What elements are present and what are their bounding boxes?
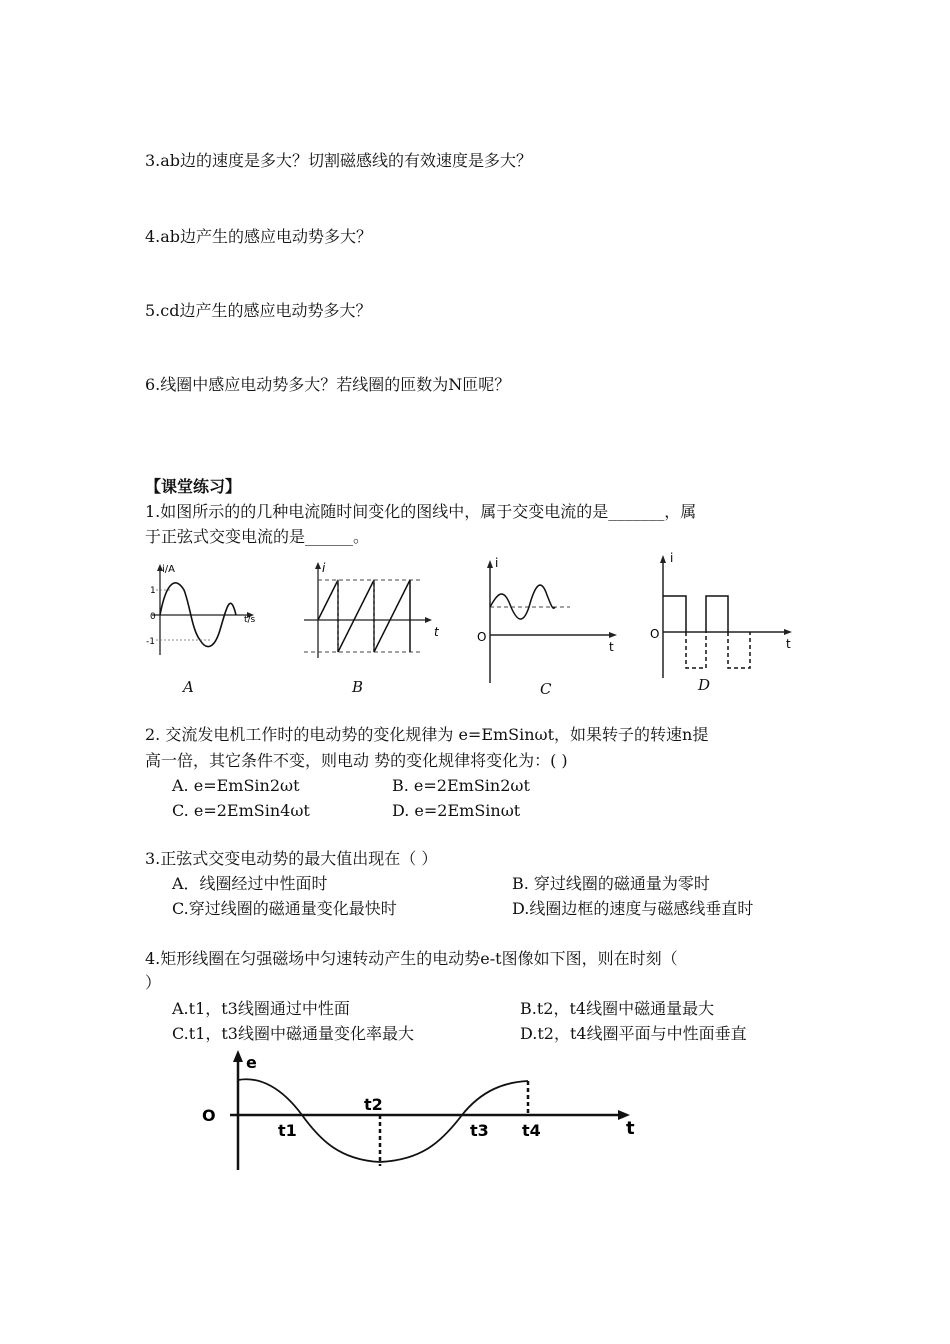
q2-option-d: D. e=2EmSinωt	[392, 801, 521, 820]
fig-d-origin: O	[650, 627, 660, 641]
q4-graph-t4: t4	[522, 1121, 541, 1140]
q4-option-c: C.t1，t3线圈中磁通量变化率最大	[172, 1024, 414, 1043]
fig-a-tick-1: 1	[150, 586, 156, 596]
practice-q2-line1: 2. 交流发电机工作时的电动势的变化规律为 e=EmSinωt，如果转子的转速n提	[145, 725, 709, 744]
q2-option-b: B. e=2EmSin2ωt	[392, 776, 530, 795]
fig-d-x-label: t	[786, 637, 791, 651]
fig-a-x-label: t/s	[244, 615, 256, 625]
figure-b-sawtooth-graph	[300, 558, 450, 663]
practice-heading: 【课堂练习】	[145, 477, 242, 496]
question-5: 5.cd边产生的感应电动势多大？	[145, 301, 372, 320]
q4-graph-y-label: e	[246, 1053, 257, 1072]
q4-graph-origin: O	[202, 1106, 216, 1125]
practice-q2-line2: 高一倍，其它条件不变，则电动 势的变化规律将变化为：( )	[145, 751, 568, 770]
fig-c-y-label: i	[495, 556, 499, 570]
q4-option-b: B.t2，t4线圈中磁通量最大	[520, 999, 715, 1018]
fig-a-tick-m1: -1	[146, 637, 155, 647]
fig-d-caption: D	[698, 676, 711, 694]
practice-q4-line1: 4.矩形线圈在匀强磁场中匀速转动产生的电动势e-t图像如下图，则在时刻（	[145, 949, 678, 968]
q4-option-d: D.t2，t4线圈平面与中性面垂直	[520, 1024, 747, 1043]
q4-graph-x-label: t	[626, 1118, 635, 1139]
q2-option-a: A. e=EmSin2ωt	[172, 776, 300, 795]
fig-b-y-label: i	[322, 561, 326, 575]
practice-q1-line2: 于正弦式交变电流的是______。	[145, 527, 370, 546]
figure-a-sine-graph	[140, 560, 270, 660]
q4-graph-t1: t1	[278, 1121, 297, 1140]
fig-b-caption: B	[352, 678, 364, 696]
fig-a-y-label: i/A	[162, 564, 175, 575]
q3-option-b: B. 穿过线圈的磁通量为零时	[512, 874, 710, 893]
question-6: 6.线圈中感应电动势多大？若线圈的匝数为N匝呢？	[145, 375, 511, 394]
fig-c-caption: C	[540, 680, 552, 698]
q3-option-c: C.穿过线圈的磁通量变化最快时	[172, 899, 397, 918]
q4-option-a: A.t1，t3线圈通过中性面	[172, 999, 350, 1018]
fig-a-tick-0: 0	[150, 612, 156, 622]
practice-q4-line2: ）	[145, 973, 162, 992]
figure-d-square-wave-graph	[648, 550, 798, 680]
q2-option-c: C. e=2EmSin4ωt	[172, 801, 310, 820]
q4-et-graph	[190, 1048, 650, 1173]
question-4: 4.ab边产生的感应电动势多大？	[145, 227, 373, 246]
fig-c-origin: O	[477, 630, 487, 644]
q4-graph-t3: t3	[470, 1121, 489, 1140]
fig-d-y-label: i	[670, 551, 674, 565]
question-3: 3.ab边的速度是多大？切割磁感线的有效速度是多大？	[145, 151, 533, 170]
q3-option-d: D.线圈边框的速度与磁感线垂直时	[512, 899, 754, 918]
practice-q1-line1: 1.如图所示的的几种电流随时间变化的图线中，属于交变电流的是_______，属	[145, 502, 697, 521]
practice-q3-line1: 3.正弦式交变电动势的最大值出现在（ ）	[145, 849, 438, 868]
figure-c-offset-sine-graph	[475, 555, 625, 685]
fig-a-caption: A	[183, 678, 194, 696]
fig-c-x-label: t	[609, 640, 614, 654]
q4-graph-t2: t2	[364, 1095, 383, 1114]
q3-option-a: A．线圈经过中性面时	[172, 874, 328, 893]
fig-b-x-label: t	[434, 625, 439, 639]
